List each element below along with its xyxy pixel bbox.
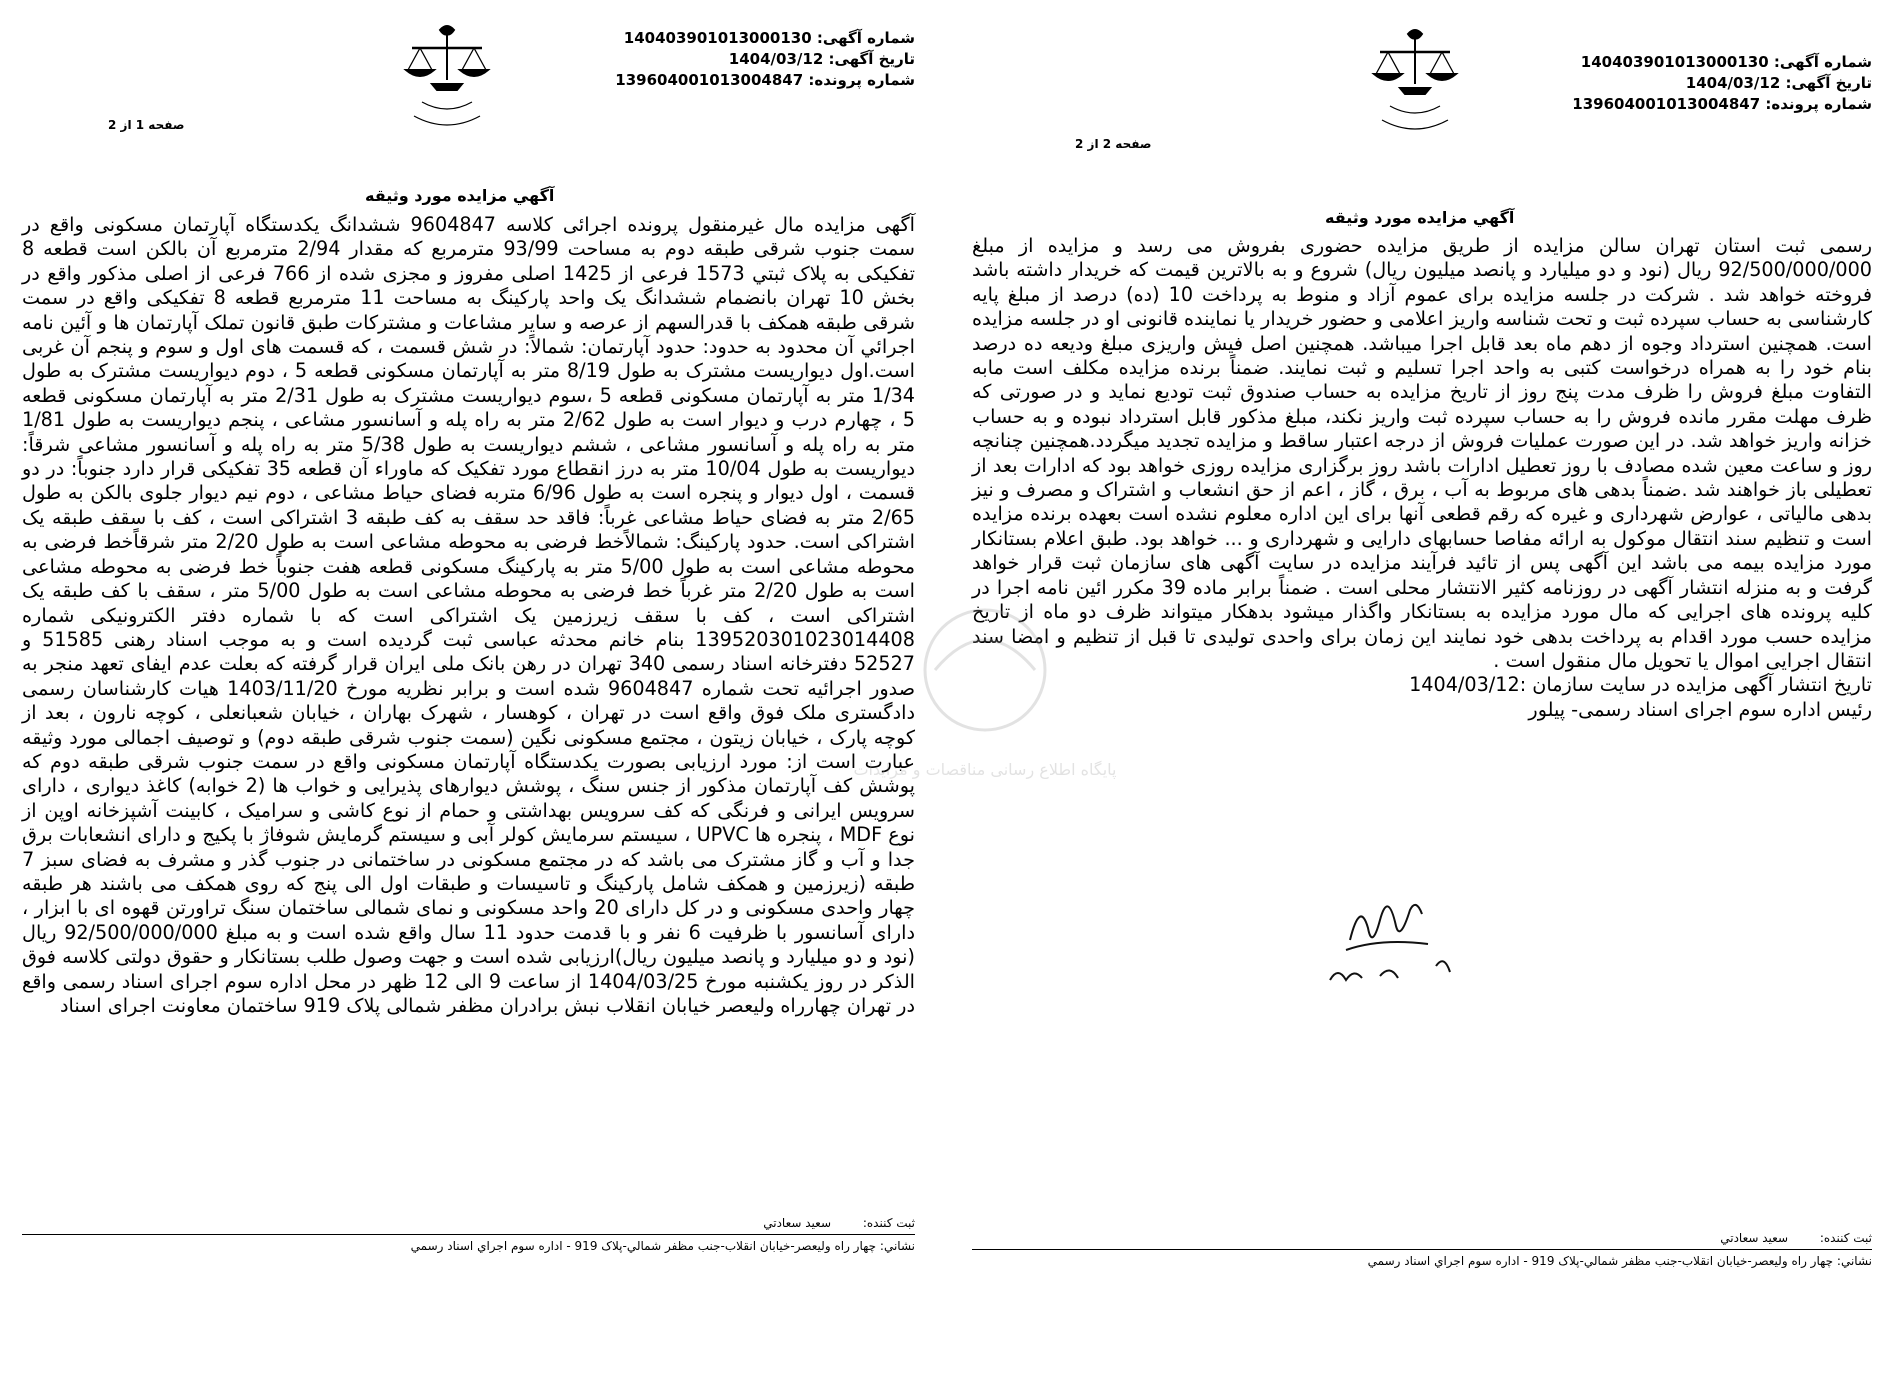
case-number: 139604001013004847	[1572, 95, 1761, 113]
registrar-label: ثبت كننده:	[1819, 1231, 1872, 1245]
document-page-1	[0, 0, 935, 1377]
address-label: نشاني:	[879, 1239, 915, 1253]
emblem-caption	[945, 0, 946, 1]
case-number: 139604001013004847	[615, 71, 804, 89]
address-row	[22, 1238, 915, 1255]
case-number-label: شماره پرونده:	[1765, 95, 1872, 113]
address-text: چهار راه وليعصر-خيابان انقلاب-جنب مظفر شمالي-پلاک 919 - اداره سوم اجراي اسناد رسمي	[1367, 1254, 1834, 1268]
ad-title: آگهي مزايده مورد وثيقه	[1325, 208, 1515, 227]
case-number-row	[1572, 94, 1872, 115]
watermark-text: پایگاه اطلاع رسانی مناقصات و مزایدات	[853, 760, 1117, 779]
ad-body-text: آگهی مزایده مال غیرمنقول پرونده اجرائی کلاسه 9604847 ششدانگ یکدستگاه آپارتمان مسکونی واقع در سمت جنوب شرقی طبقه دوم به مساحت 93/99 مترمربع که مقدار 2/94 مترمربع آن بالکن است قطعه 8 تفکیکی به پلاک ثبتي 1573 فرعی از 1425 اصلی مفروز و مجزی شده از 766 فرعی از اصلی مذکور واقع در بخش 10 تهران بانضمام ششدانگ یک واحد پارکینگ به مساحت 11 مترمربع قطعه 8 تفکیکی واقع در سمت شرقی طبقه همکف با قدرالسهم از عرصه و سایر مشاعات و مشترکات طبق قانون تملک آپارتمان ها و آئین نامه اجرائي آن محدود به حدود: حدود آپارتمان: شمالاً: در شش قسمت ، که قسمت های اول و سوم و پنجم آن غربی است.اول دیواریست مشترک به طول 8/19 متر به آپارتمان مسکونی قطعه 5 ، دوم دیواریست مشترک به طول 1/34 متر به آپارتمان مسکونی قطعه 5 ،سوم دیواریست مشترک به طول 2/31 متر به آپارتمان مسکونی قطعه 5 ، چهارم درب و دیوار است به طول 2/62 متر به راه پله و آسانسور مشاعی ، پنجم دیواریست به طول 1/81 متر به راه پله و آسانسور مشاعی ، ششم دیواریست به طول 5/38 متر به راه پله و آسانسور مشاعی شرقاً: دیواریست به طول 10/04 متر به درز انقطاع مورد تفکیک که ماوراء آن قطعه 35 تفکیکی قرار دارد جنوباً: در دو قسمت ، اول دیوار و پنجره است به طول 6/96 متربه فضای حیاط مشاعی ، دوم نیم دیوار جلوی بالکن به طول 2/65 متر به فضای حیاط مشاعی غرباً: فاقد حد سقف به کف طبقه 3 اشتراکی است ، کف با سقف طبقه یک اشتراکی است. حدود پارکینگ: شمالاًخط فرضی به محوطه مشاعی است به طول 2/20 متر شرقاًخط فرضی به محوطه مشاعی است به طول 5/00 متر به پارکینگ مسکونی قطعه هفت جنوباً خط فرضی به محوطه مشاعی است به طول 2/20 متر غرباً خط فرضی به محوطه مشاعی است به طول 5/00 متر ، سقف با کف طبقه یک اشتراکی است ، کف با سقف زیرزمین یک اشتراکی است که با شماره دفتر الکترونیکی شماره 139520301023014408 بنام خانم محدثه عباسی ثبت گردیده است و به موجب اسناد رهنی 51585 و 52527 دفترخانه اسناد رسمی 340 تهران در رهن بانک ملی ایران قرار گرفته که بعلت عدم ایفای تعهد منجر به صدور اجرائیه تحت شماره 9604847 شده است و برابر نظریه مورخ 1403/11/20 هیات کارشناسان رسمی دادگستری ملک فوق واقع است در تهران ، کوهسار ، شهرک بهاران ، خیابان شعبانعلی ، کوچه نارون ، بعد از کوچه پارک ، خیابان زیتون ، مجتمع مسکونی نگین (سمت جنوب شرقی طبقه دوم) و توصیف اجمالی مورد وثیقه عبارت است از: مورد ارزیابی بصورت یکدستگاه آپارتمان مسکونی واقع در سمت جنوب شرقی طبقه دوم که پوشش کف آپارتمان مذکور از جنس سنگ ، پوشش دیوارهای پذیرایی و خواب ها (2 خوابه) کاغذ دیواری ، دارای سرویس ایرانی و فرنگی که کف سرویس بهداشتی و حمام از نوع کاشی و سرامیک ، کابینت آشپزخانه اوپن از نوع MDF ، پنجره ها UPVC ، سیستم سرمایش کولر آبی و سیستم گرمایش شوفاژ با پکیج و دارای انشعابات برق جدا و آب و گاز مشترک می باشد که در مجتمع مسکونی در ساختمانی در جنوب گذر و مشرف به فضای سبز 7 طبقه (زیرزمین و همکف شامل پارکینگ و تاسیسات و طبقات اول الی پنج که روی همکف می باشند هر طبقه چهار واحدی مسکونی و در کل دارای 20 واحد مسکونی و نمای شمالی ساختمان سنگ تراورتن قهوه ای با ابزار ، دارای آسانسور با ظرفیت 6 نفر و با قدمت حدود 11 سال واقع شده است و به مبلغ 92/500/000/000 ریال (نود و دو میلیارد و پانصد میلیون ریال)ارزیابی شده است و جهت وصول طلب بستانکار و حقوق دولتی کلاسه فوق الذکر در روز یکشنبه مورخ 1404/03/25 از ساعت 9 الی 12 ظهر در محل اداره سوم اجرای اسناد رسمی واقع در تهران چهارراه ولیعصر خیابان انقلاب نبش برادران مظفر شمالی پلاک 919 ساختمان معاونت اجرای اسناد	[22, 213, 916, 1017]
case-number-row	[615, 70, 915, 91]
ad-number-label: شماره آگهی:	[1773, 53, 1872, 71]
judiciary-emblem-icon	[1360, 22, 1470, 142]
signatory-line: رئیس اداره سوم اجرای اسناد رسمی- پیلور	[1528, 697, 1872, 721]
ad-date-label: تاریخ آگهی:	[828, 50, 915, 68]
ad-date-label: تاریخ آگهی:	[1785, 74, 1872, 92]
publish-date-line: تاریخ انتشار آگهی مزایده در سایت سازمان :1404/03/12	[1409, 673, 1872, 697]
document-page-2	[945, 0, 1890, 1377]
judiciary-emblem-icon	[392, 18, 502, 138]
registrar-row	[22, 1215, 915, 1232]
ad-number: 140403901013000130	[1580, 53, 1769, 71]
ad-number-row	[1572, 52, 1872, 73]
footer-divider	[972, 1249, 1872, 1250]
registrar-name: سعيد سعادتي	[763, 1216, 832, 1230]
ad-number-row	[615, 28, 915, 49]
handwritten-signature	[1310, 880, 1470, 990]
ad-header-meta	[1572, 52, 1872, 115]
ad-date: 1404/03/12	[1685, 74, 1781, 92]
page-indicator: صفحه 2 از 2	[1075, 137, 1152, 151]
ad-date: 1404/03/12	[728, 50, 824, 68]
ad-footer	[22, 1215, 915, 1255]
address-row	[972, 1253, 1872, 1270]
ad-footer	[972, 1230, 1872, 1270]
ad-number-label: شماره آگهی:	[816, 29, 915, 47]
ad-number: 140403901013000130	[623, 29, 812, 47]
ad-date-row	[615, 49, 915, 70]
page-indicator: صفحه 1 از 2	[108, 118, 185, 132]
registrar-label: ثبت كننده:	[862, 1216, 915, 1230]
case-number-label: شماره پرونده:	[808, 71, 915, 89]
emblem-caption	[0, 0, 1, 1]
footer-divider	[22, 1234, 915, 1235]
ad-date-row	[1572, 73, 1872, 94]
registrar-name: سعيد سعادتي	[1720, 1231, 1789, 1245]
ad-body-paragraph: رسمی ثبت استان تهران سالن مزایده از طریق مزایده حضوری بفروش می رسد و مزایده از مبلغ 92/500/000/000 ریال (نود و دو میلیارد و پانصد میلیون ریال) شروع و به بالاترین قیمت که خریدار داشته باشد فروخته خواهد شد . شرکت در جلسه مزایده برای عموم آزاد و منوط به پرداخت 10 (ده) درصد از مبلغ پایه کارشناسی به حساب سپرده ثبت و تحت شناسه واریز اعلامی و حضور خریدار یا نماینده قانونی او در جلسه مزایده است. همچنین استرداد وجوه از دهم ماه بعد قابل اجرا میباشد. همچنین اصل فیش واریزی مبلغ ودیعه ده درصد بنام خود را به همراه درخواست کتبی به واحد اجرا تسلیم و ثبت نمایند. ضمناً برنده مزایده مکلف است مابه التفاوت مبلغ فروش را ظرف مدت پنج روز از تاریخ مزایده به حساب صندوق ثبت تودیع نماید و در صورتی که ظرف مهلت مقرر مانده فروش را به حساب سپرده ثبت واریز نکند، مبلغ مذکور قابل استرداد نبوده و به حساب خزانه واریز خواهد شد. در این صورت عملیات فروش از درجه اعتبار ساقط و مزایده تجدید میگردد.همچنین چنانچه روز و ساعت معین شده مصادف با روز تعطیل ادارات باشد روز برگزاری مزایده روزی خواهد بود که ادارات بعد از تعطیلی باز خواهند شد .ضمناً بدهی های مربوط به آب ، برق ، گاز ، اعم از حق انشعاب و اشتراک و مصرف و نیز بدهی مالیاتی ، عوارض شهرداری و غیره که رقم قطعی آنها برای این اداره معلوم نشده است بعهده برنده مزایده است و تنظیم سند انتقال موکول به ارائه مفاصا حسابهای دارایی و شهرداری و ... خواهد بود. طبق اعلام بستانکار مورد مزایده بیمه می باشد این آگهی پس از تائید فرآیند مزایده در سایت آگهی های سازمان ثبت قرار خواهد گرفت و به منزله انتشار آگهی در روزنامه کثیر الانتشار محلی است . ضمناً برابر ماده 39 مکرر ائین نامه اجرا در کلیه پرونده های اجرایی که مال مورد مزایده به بستانکار واگذار میشود بدهکار میتواند ظرف دو ماه از تاریخ مزایده حسب مورد اقدام به پرداخت بدهی خود نمایند این زمان برای واحدی تولیدی تا قبل از تنظیم و امضا سند انتقال اجرایی اموال یا تحویل مال منقول است .	[972, 234, 1872, 672]
ad-body-text	[972, 234, 1872, 722]
ad-header-meta	[615, 28, 915, 91]
address-text: چهار راه وليعصر-خيابان انقلاب-جنب مظفر شمالي-پلاک 919 - اداره سوم اجراي اسناد رسمي	[410, 1239, 877, 1253]
address-label: نشاني:	[1836, 1254, 1872, 1268]
ad-title: آگهي مزايده مورد وثيقه	[365, 186, 555, 205]
registrar-row	[972, 1230, 1872, 1247]
